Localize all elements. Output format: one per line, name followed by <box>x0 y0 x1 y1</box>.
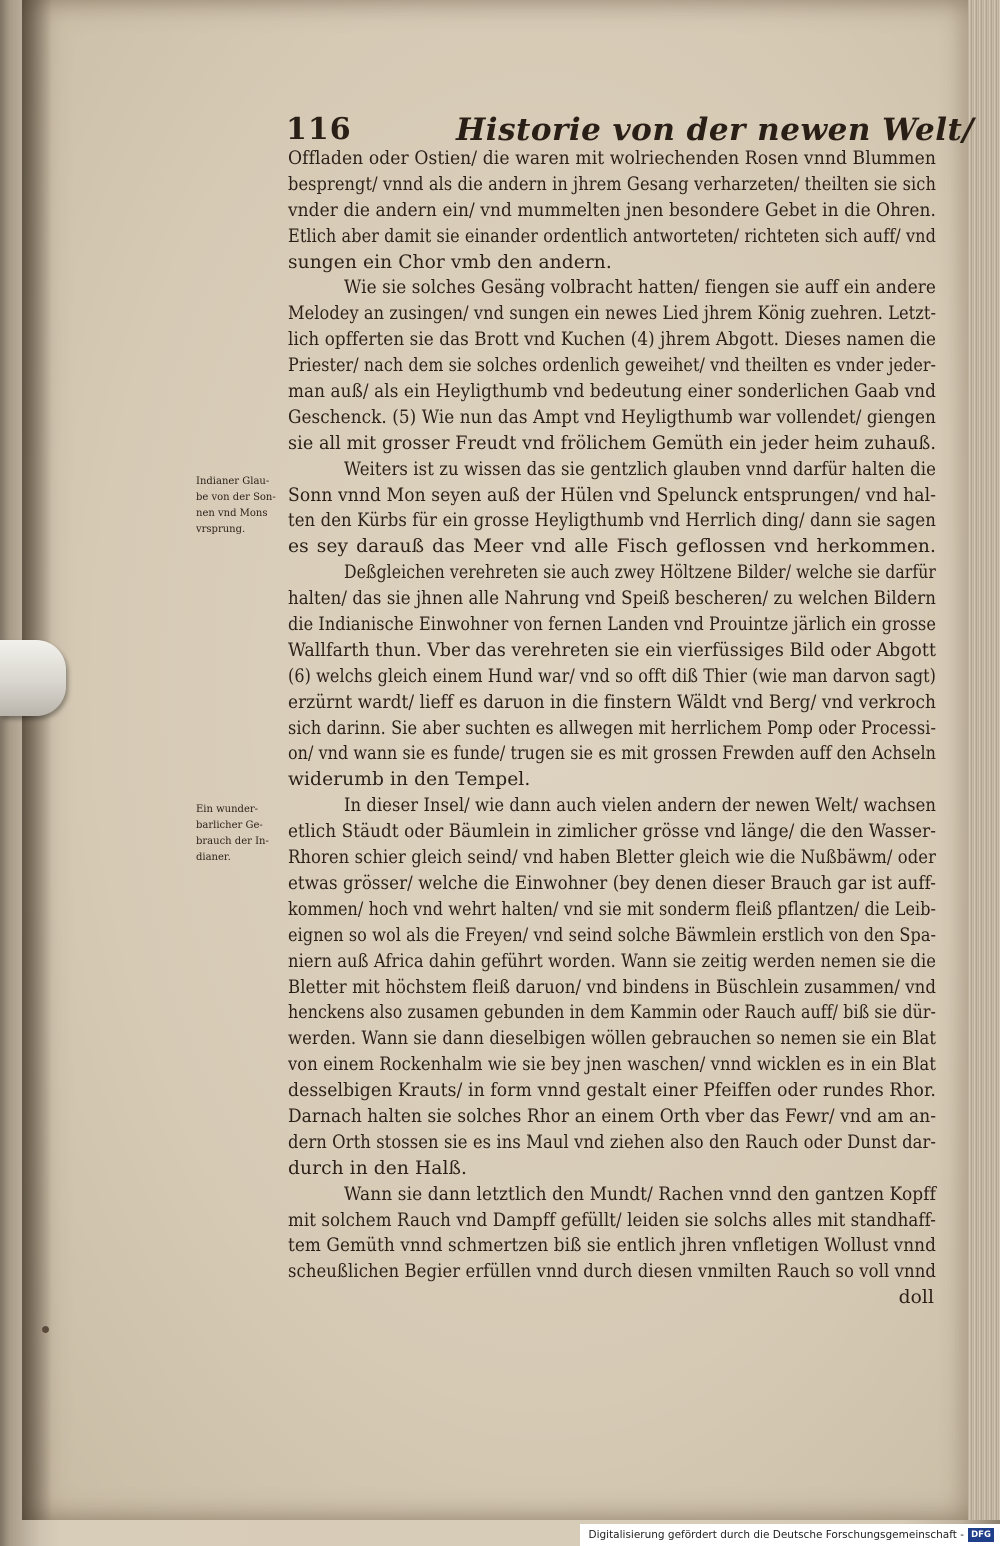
text-line: niern auß Africa dahin geführt worden. Wann sie zeitig werden nemen sie die <box>288 950 937 972</box>
text-line: die Indianische Einwohner von fernen Landen vnd Prouintze järlich ein grosse <box>288 614 937 636</box>
page-edges <box>968 0 1000 1520</box>
marginal-note-line: Ein wunder- <box>196 804 259 815</box>
text-line: vnder die andern ein/ vnd mummelten jnen besondere Gebet in die Ohren. <box>288 199 936 221</box>
text-line: kommen/ hoch vnd wehrt halten/ vnd sie mit sonderm fleiß pflantzen/ die Leib- <box>288 898 937 920</box>
text-line: durch in den Halß. <box>288 1157 468 1179</box>
marginal-note-line: nen vnd Mons <box>196 508 268 519</box>
text-line: man auß/ als ein Heyligthumb vnd bedeutung einer sonderlichen Gaab vnd <box>288 381 936 403</box>
text-line: Priester/ nach dem sie solches ordenlich geweihet/ vnd theilten es vnder jeder- <box>288 355 937 377</box>
gutter-shadow <box>22 0 52 1520</box>
body-text <box>288 146 948 1311</box>
ink-spot <box>42 1326 49 1333</box>
text-line: scheußlichen Begier erfüllen vnnd durch diesen vnmilten Rauch so voll vnnd <box>288 1261 936 1283</box>
text-line: Weiters ist zu wissen das sie gentzlich glauben vnnd darfür halten die <box>344 458 937 480</box>
credit-text: Digitalisierung gefördert durch die Deutsche Forschungsgemeinschaft - <box>588 1529 964 1541</box>
digitization-credit-bar <box>580 1524 1000 1546</box>
text-line: lich opfferten sie das Brott vnd Kuchen (4) jhrem Abgott. Dieses namen die <box>288 329 937 351</box>
dfg-logo: DFG <box>968 1528 994 1542</box>
text-line: Wann sie dann letztlich den Mundt/ Rachen vnnd den gantzen Kopff <box>344 1183 936 1205</box>
text-line: Bletter mit höchstem fleiß daruon/ vnd bindens in Büschlein zusammen/ vnd <box>288 976 936 998</box>
text-line: on/ vnd wann sie es funde/ trugen sie es mit grossen Frewden auff den Achseln <box>288 743 937 765</box>
text-line: (6) welchs gleich einem Hund war/ vnd so offt diß Thier (wie man darvon sagt) <box>288 665 937 687</box>
marginal-note-2 <box>196 802 292 866</box>
text-line: widerumb in den Tempel. <box>288 769 531 791</box>
text-line: mit solchem Rauch vnd Dampff gefüllt/ leiden sie solchs alles mit standhaff- <box>288 1209 937 1231</box>
text-line: werden. Wann sie dann dieselbigen wöllen gebrauchen so nemen sie ein Blat <box>288 1028 937 1050</box>
text-line: Darnach halten sie solches Rhor an einem Orth vber das Fewr/ vnd am an- <box>288 1105 937 1127</box>
text-line: Sonn vnnd Mon seyen auß der Hülen vnd Spelunck entsprungen/ vnd hal- <box>288 484 937 506</box>
text-line: dern Orth stossen sie es ins Maul vnd ziehen also den Rauch oder Dunst dar- <box>288 1131 937 1153</box>
text-line: etlich Stäudt oder Bäumlein in zimlicher grösse vnd länge/ die den Wasser- <box>288 821 937 843</box>
text-line: sich darinn. Sie aber suchten es allwegen mit herrlichem Pomp oder Processi- <box>288 717 937 739</box>
text-line: besprengt/ vnnd als die andern in jhrem Gesang verharzeten/ theilten sie sich <box>288 173 936 195</box>
text-line: halten/ das sie jhnen alle Nahrung vnd Speiß bescheren/ zu welchen Bildern <box>288 588 936 610</box>
marginal-note-line: brauch der In- <box>196 836 269 847</box>
book-clip <box>0 640 66 716</box>
text-line: tem Gemüth vnnd schmertzen biß sie entlich jhren vnfletigen Wollust vnnd <box>288 1235 937 1257</box>
text-line: Wie sie solches Gesäng volbracht hatten/ fiengen sie auff ein andere <box>344 277 936 299</box>
text-line: sungen ein Chor vmb den andern. <box>288 251 612 273</box>
running-head <box>286 104 975 148</box>
marginal-note-line: Indianer Glau- <box>196 476 270 487</box>
text-line: Geschenck. (5) Wie nun das Ampt vnd Heyligthumb war vollendet/ giengen <box>288 406 936 428</box>
running-title: Historie von der newen Welt/ <box>456 112 975 148</box>
page-number: 116 <box>286 112 352 147</box>
text-line: desselbigen Krauts/ in form vnnd gestalt einer Pfeiffen oder rundes Rhor. <box>288 1080 936 1102</box>
catchword: doll <box>898 1287 934 1309</box>
text-line: eignen so wol als die Freyen/ vnd seind solche Bäwmlein erstlich von den Spa- <box>288 924 937 946</box>
text-line: In dieser Insel/ wie dann auch vielen andern der newen Welt/ wachsen <box>344 795 937 817</box>
marginal-note-1 <box>196 474 292 538</box>
text-line: Rhoren schier gleich seind/ vnd haben Bletter gleich wie die Nußbäwm/ oder <box>288 847 936 869</box>
text-line: Etlich aber damit sie einander ordentlich antworteten/ richteten sich auff/ vnd <box>288 225 936 247</box>
text-line: Wallfarth thun. Vber das verehreten sie ein vierfüssiges Bild oder Abgott <box>288 639 937 661</box>
text-line: sie all mit grosser Freudt vnd frölichem Gemüth ein jeder heim zuhauß. <box>288 432 936 454</box>
text-line: etwas grösser/ welche die Einwohner (bey denen dieser Brauch gar ist auff- <box>288 872 936 894</box>
marginal-note-line: barlicher Ge- <box>196 820 263 831</box>
text-line: Deßgleichen verehreten sie auch zwey Höltzene Bilder/ welche sie darfür <box>344 562 937 584</box>
text-line: von einem Rockenhalm wie sie bey jnen waschen/ vnnd wicklen es in ein Blat <box>288 1054 936 1076</box>
text-line: Offladen oder Ostien/ die waren mit wolriechenden Rosen vnnd Blummen <box>288 148 936 169</box>
marginal-note-line: be von der Son- <box>196 492 276 503</box>
text-line: erzürnt wardt/ lieff es daruon in die finstern Wäldt vnd Berg/ vnd verkroch <box>288 691 936 713</box>
text-line: Melodey an zusingen/ vnd sungen ein newes Lied jhrem König zuehren. Letzt- <box>288 303 937 325</box>
text-line: henckens also zusamen gebunden in dem Kammin oder Rauch auff/ biß sie dür- <box>288 1002 937 1024</box>
text-line: es sey darauß das Meer vnd alle Fisch geflossen vnd herkommen. <box>288 536 937 558</box>
marginal-note-line: dianer. <box>196 852 231 863</box>
marginal-note-line: vrsprung. <box>196 524 246 535</box>
text-line: ten den Kürbs für ein grosse Heyligthumb vnd Herrlich ding/ dann sie sagen <box>288 510 936 532</box>
